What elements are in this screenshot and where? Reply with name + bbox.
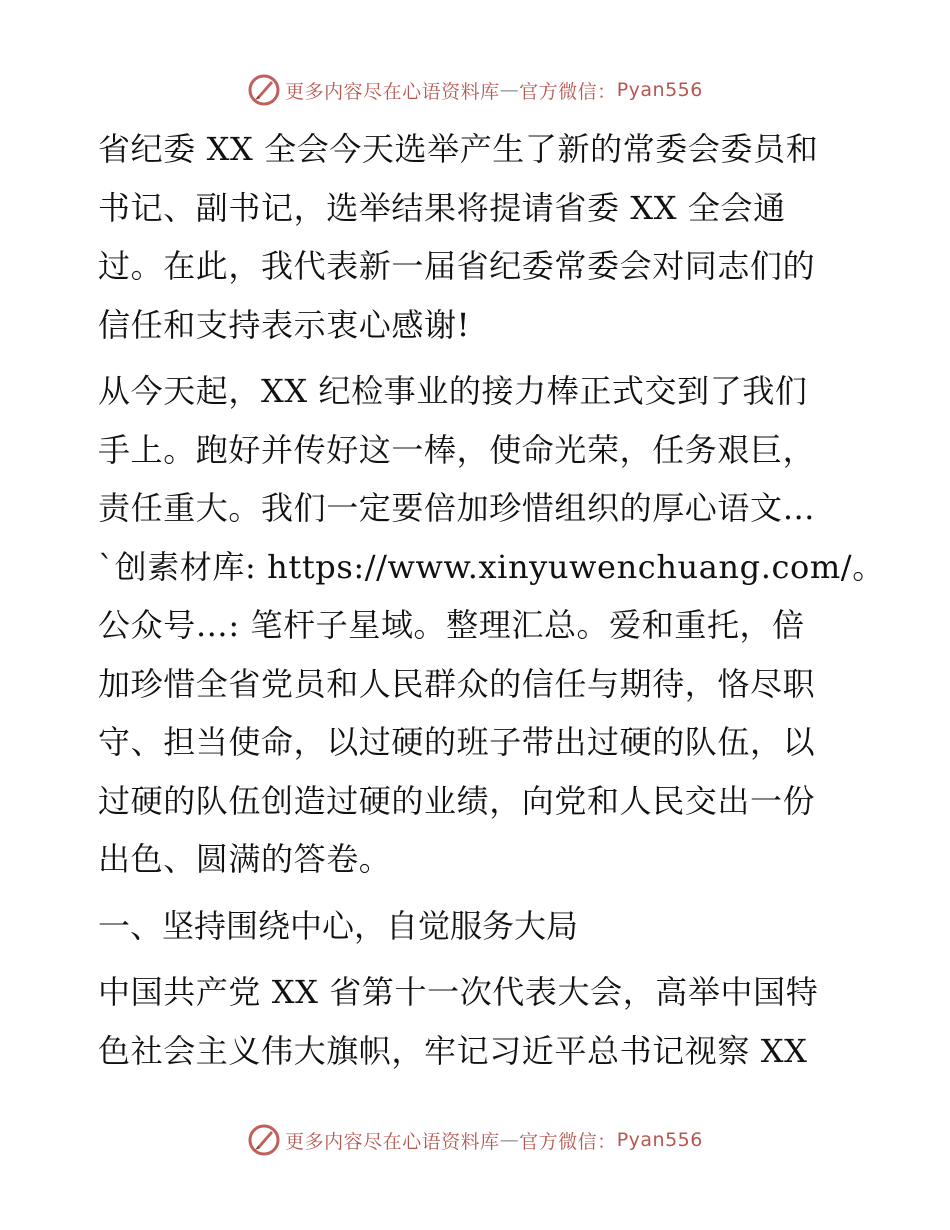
text-line: 从今天起，XX 纪检事业的接力棒正式交到了我们: [98, 372, 808, 410]
text-line: 出色、圆满的答卷。: [98, 840, 392, 878]
section-heading: 一、坚持围绕中心，自觉服务大局: [98, 906, 579, 945]
text-line: `创素材库: https://www.xinyuwenchuang.com/。: [98, 547, 885, 586]
paragraph-2: [98, 362, 885, 889]
watermark-wechat-id: Pyan556: [616, 79, 703, 101]
text-line: 中国共产党 XX 省第十一次代表大会，高举中国特: [98, 973, 819, 1011]
paragraph-3: [98, 963, 858, 1080]
quill-pen-logo-icon: [247, 73, 281, 107]
text-line: 责任重大。我们一定要倍加珍惜组织的厚心语文…: [98, 489, 816, 527]
text-line: 色社会主义伟大旗帜，牢记习近平总书记视察 XX: [98, 1031, 808, 1070]
watermark-label: 官方微信：: [519, 1130, 617, 1153]
paragraph-1: [98, 120, 858, 354]
watermark-label: 官方微信：: [519, 80, 617, 103]
header-watermark: [0, 70, 950, 110]
text-line: 公众号…: 笔杆子星域。整理汇总。爱和重托，倍: [98, 606, 805, 644]
text-line: 信任和支持表示衷心感谢!: [98, 305, 471, 344]
watermark-dash: —: [499, 1129, 520, 1151]
watermark-text: 更多内容尽在心语资料库: [285, 1130, 500, 1153]
watermark-dash: —: [499, 79, 520, 101]
text-line: 手上。跑好并传好这一棒，使命光荣，任务艰巨，: [98, 430, 816, 469]
document-body: [98, 120, 885, 1088]
text-line: 过。在此，我代表新一届省纪委常委会对同志们的: [98, 247, 816, 285]
watermark-wechat-id: Pyan556: [616, 1129, 703, 1151]
text-line: 加珍惜全省党员和人民群众的信任与期待，恪尽职: [98, 664, 816, 703]
text-line: 过硬的队伍创造过硬的业绩，向党和人民交出一份: [98, 781, 816, 820]
footer-watermark: [0, 1120, 950, 1160]
watermark-text: 更多内容尽在心语资料库: [285, 80, 500, 103]
text-line: 守、担当使命，以过硬的班子带出过硬的队伍，以: [98, 723, 816, 761]
text-line: 书记、副书记，选举结果将提请省委 XX 全会通: [98, 188, 786, 227]
text-line: 省纪委 XX 全会今天选举产生了新的常委会委员和: [98, 130, 819, 168]
quill-pen-logo-icon: [247, 1123, 281, 1157]
